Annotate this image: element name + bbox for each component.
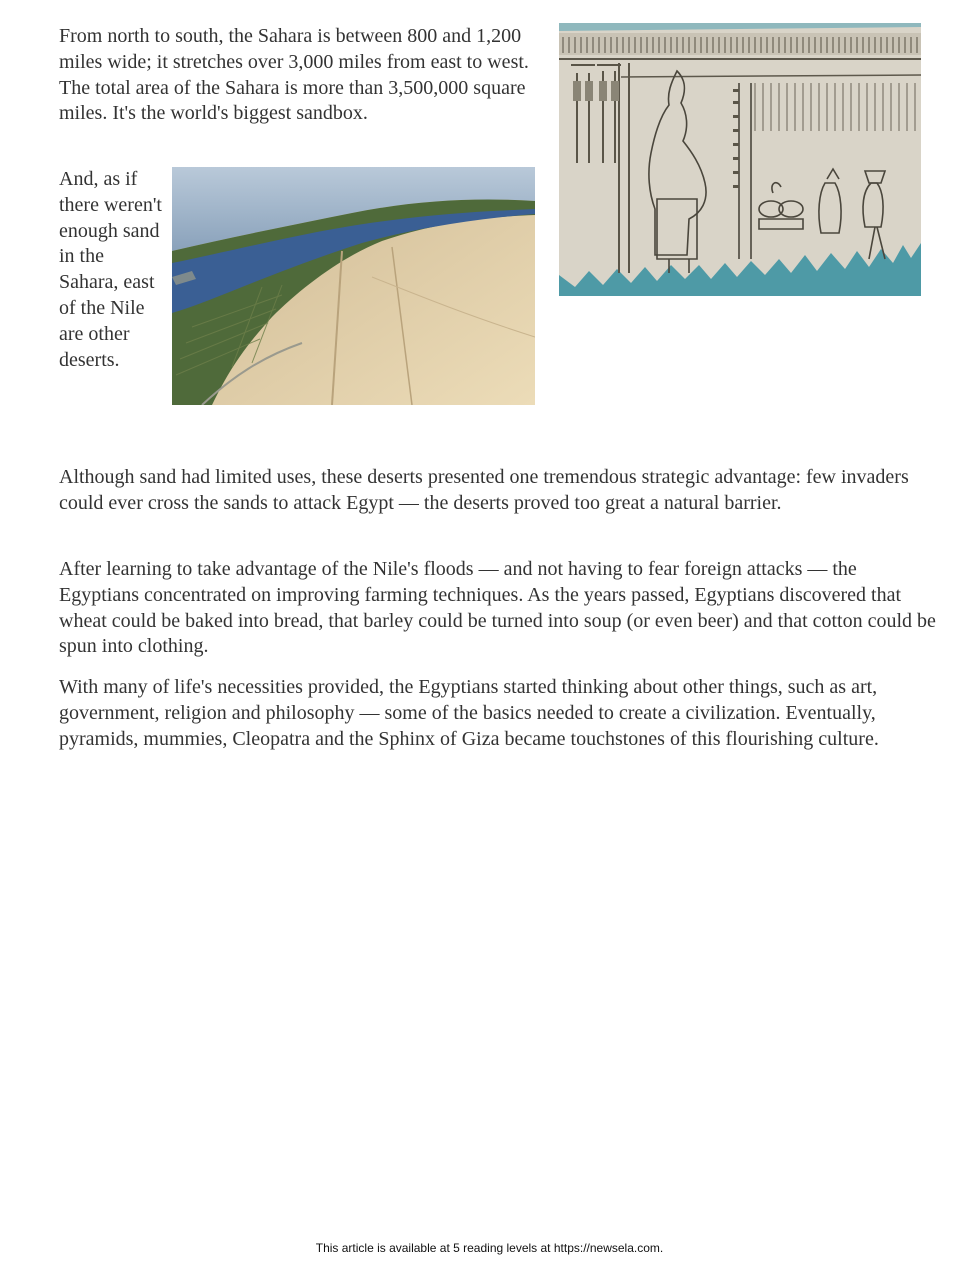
paragraph-eastern-deserts: And, as if there weren't enough sand in the Sahara, east of the Nile are other deserts. bbox=[59, 168, 162, 371]
egyptian-papyrus-image bbox=[559, 23, 921, 296]
page-footer: This article is available at 5 reading levels at https://newsela.com. bbox=[315, 1241, 664, 1255]
paragraph-farming: After learning to take advantage of the Nile's floods — and not having to fear foreign attacks — the Egyptians concentrated on improving farming techniques. As the years passed, Egyptians discovered that wheat could be baked into bread, that barley could be turned into soup (or even beer) and that cotton could be spun into clothing. bbox=[59, 558, 936, 658]
paragraph-sahara-size: From north to south, the Sahara is between 800 and 1,200 miles wide; it stretches over 3,000 miles from east to west. The total area of the Sahara is more than 3,500,000 square miles. It's the world's biggest sandbox. bbox=[59, 25, 529, 125]
nile-aerial-image bbox=[172, 167, 535, 405]
paragraph-civilization: With many of life's necessities provided, the Egyptians started thinking about other things, such as art, government, religion and philosophy — some of the basics needed to create a civilization. Eventually, pyramids, mummies, Cleopatra and the Sphinx of Giza became touchstones of this flourishing culture. bbox=[59, 676, 879, 750]
paragraph-strategic-advantage: Although sand had limited uses, these deserts presented one tremendous strategic advantage: few invaders could ever cross the sands to attack Egypt — the deserts proved too great a natural barrier. bbox=[59, 466, 909, 514]
